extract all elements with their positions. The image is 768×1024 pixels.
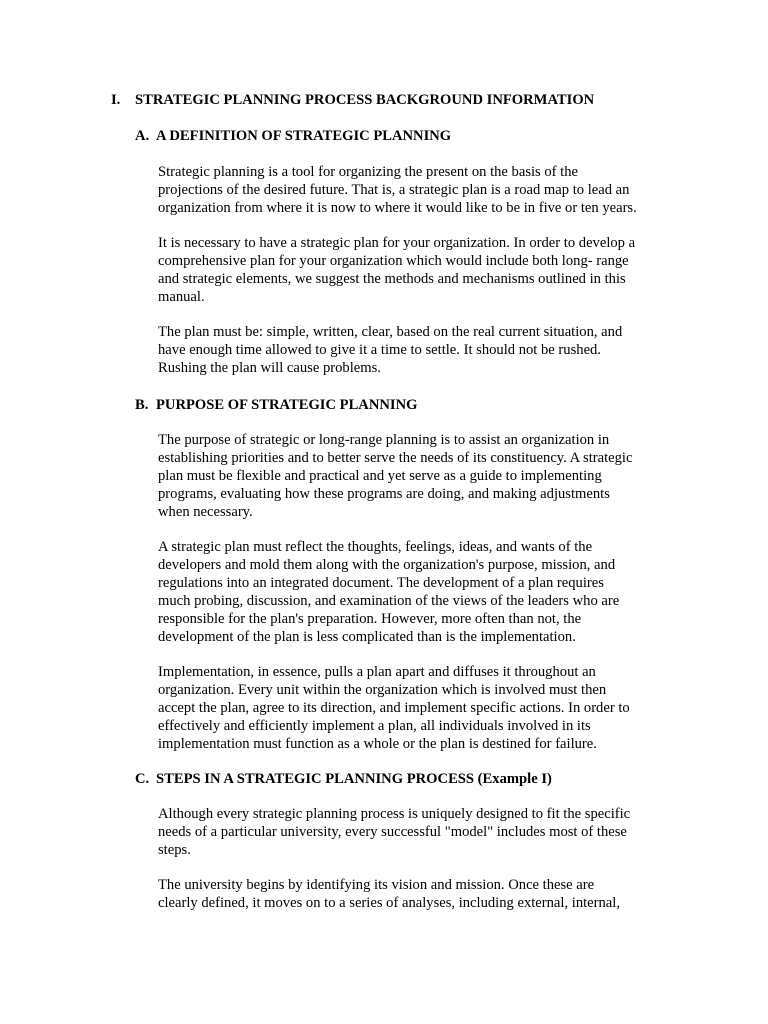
text-line: It is necessary to have a strategic plan for your organization. In order to develop a	[158, 235, 636, 251]
section-heading	[111, 92, 594, 110]
text-line: when necessary.	[158, 503, 253, 520]
text-line: steps.	[158, 841, 191, 858]
text-line: programs, evaluating how these programs are doing, and making adjustments	[158, 485, 610, 502]
text-line: implementation must function as a whole or the plan is destined for failure.	[158, 735, 597, 752]
text-line: The purpose of strategic or long-range planning is to assist an organization in	[158, 432, 610, 448]
text-line: effectively and efficiently implement a plan, all individuals involved in its	[158, 717, 591, 734]
subsection-heading-a	[135, 128, 451, 146]
text-line: developers and mold them along with the organization's purpose, mission, and	[158, 556, 616, 573]
text-line: and strategic elements, we suggest the methods and mechanisms outlined in this	[158, 270, 626, 287]
text-line: regulations into an integrated document. The development of a plan requires	[158, 574, 604, 591]
paragraph	[158, 235, 658, 307]
text-line: clearly defined, it moves on to a series of analyses, including external, internal,	[158, 894, 620, 911]
paragraph	[158, 877, 658, 913]
paragraph	[158, 324, 658, 378]
paragraph	[158, 806, 658, 860]
paragraph	[158, 664, 658, 754]
text-line: A strategic plan must reflect the thoughts, feelings, ideas, and wants of the	[158, 539, 593, 555]
subsection-heading-b	[135, 397, 418, 415]
text-line: projections of the desired future. That is, a strategic plan is a road map to lead an	[158, 181, 630, 198]
subsection-letter: C.	[135, 771, 150, 787]
subsection-letter: B.	[135, 397, 149, 413]
text-line: development of the plan is less complicated than is the implementation.	[158, 628, 576, 645]
subsection-heading-c	[135, 771, 552, 789]
text-line: Although every strategic planning process is uniquely designed to fit the specific	[158, 806, 631, 822]
text-line: have enough time allowed to give it a time to settle. It should not be rushed.	[158, 341, 601, 358]
text-line: organization. Every unit within the organization which is involved must then	[158, 681, 607, 698]
text-line: much probing, discussion, and examination of the views of the leaders who are	[158, 592, 620, 609]
text-line: organization from where it is now to where it would like to be in five or ten years.	[158, 199, 637, 216]
paragraph	[158, 539, 658, 646]
text-line: establishing priorities and to better serve the needs of its constituency. A strategic	[158, 449, 633, 466]
paragraph	[158, 432, 658, 522]
text-line: Implementation, in essence, pulls a plan apart and diffuses it throughout an	[158, 664, 596, 680]
text-line: manual.	[158, 288, 205, 305]
subsection-letter: A.	[135, 128, 150, 144]
text-line: Rushing the plan will cause problems.	[158, 359, 381, 376]
section-number: I.	[111, 92, 121, 108]
text-line: Strategic planning is a tool for organizing the present on the basis of the	[158, 164, 579, 180]
subsection-title: STEPS IN A STRATEGIC PLANNING PROCESS (Example I)	[156, 771, 552, 787]
text-line: responsible for the plan's preparation. However, more often than not, the	[158, 610, 582, 627]
paragraph	[158, 164, 658, 218]
text-line: comprehensive plan for your organization which would include both long- range	[158, 252, 629, 269]
text-line: The university begins by identifying its vision and mission. Once these are	[158, 877, 595, 893]
text-line: plan must be flexible and practical and yet serve as a guide to implementing	[158, 467, 602, 484]
subsection-title: PURPOSE OF STRATEGIC PLANNING	[156, 397, 418, 413]
text-line: accept the plan, agree to its direction, and implement specific actions. In order to	[158, 699, 630, 716]
section-title: STRATEGIC PLANNING PROCESS BACKGROUND INFORMATION	[135, 92, 595, 108]
subsection-title: A DEFINITION OF STRATEGIC PLANNING	[156, 128, 452, 144]
text-line: needs of a particular university, every successful "model" includes most of these	[158, 823, 627, 840]
text-line: The plan must be: simple, written, clear, based on the real current situation, and	[158, 324, 623, 340]
